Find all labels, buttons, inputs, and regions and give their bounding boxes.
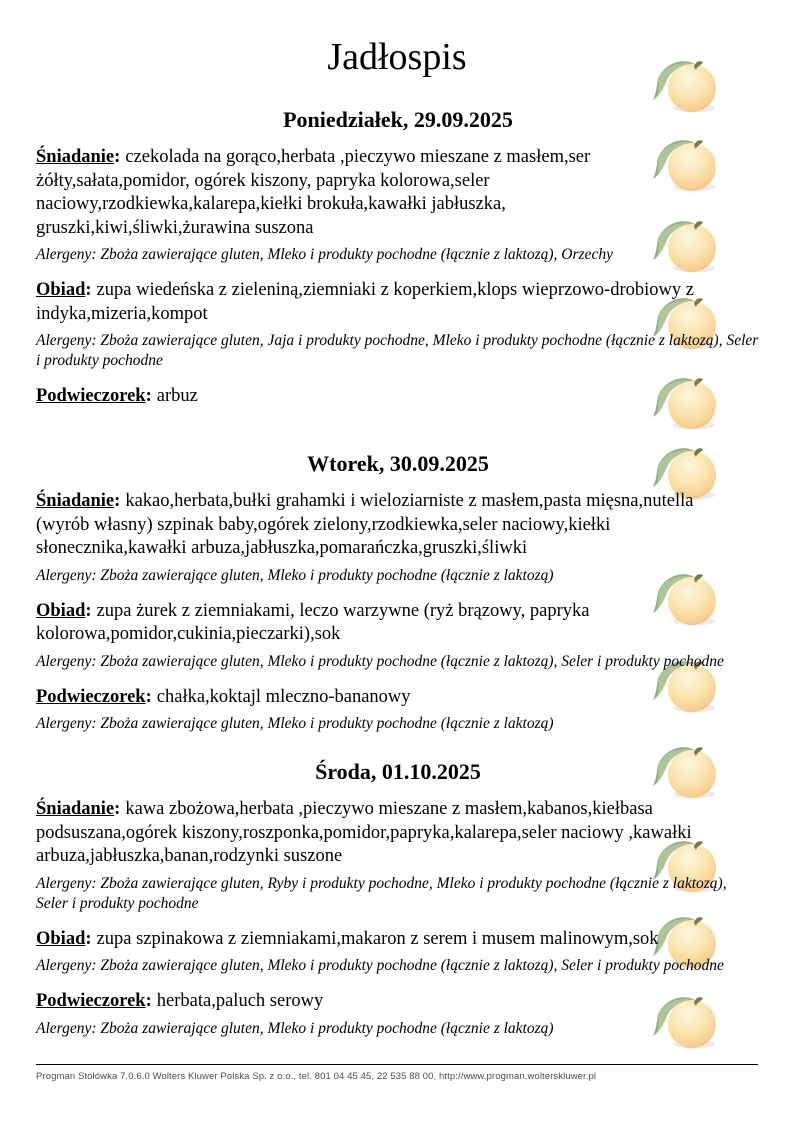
meal-lunch	[36, 600, 736, 647]
footer-divider	[36, 1064, 758, 1065]
meal-text: zupa wiedeńska z zieleniną,ziemniaki z koperkiem,klops wieprzowo-drobiowy z indyka,mizeria,kompot	[36, 280, 694, 324]
meal-label: Śniadanie	[36, 147, 115, 167]
meal-breakfast	[36, 490, 736, 561]
meal-text: kakao,herbata,bułki grahamki i wieloziarniste z masłem,pasta mięsna,nutella (wyrób własny) szpinak baby,ogórek zielony,rzodkiewka,seler naciowy,kiełki słonecznika,kawałki arbuza,jabłuszka,pomarańczka,gruszki,śliwki	[36, 491, 694, 558]
meal-text: zupa szpinakowa z ziemniakami,makaron z serem i musem malinowym,sok	[96, 928, 659, 949]
meal-text: chałka,koktajl mleczno-bananowy	[156, 686, 411, 707]
meal-snack	[36, 990, 736, 1014]
meal-colon: :	[145, 991, 152, 1011]
meal-colon: :	[85, 600, 92, 621]
day-header: Poniedziałek, 29.09.2025	[283, 107, 513, 132]
page-title: Jadłospis	[327, 36, 467, 78]
allergens-line: Alergeny: Zboża zawierające gluten, Mleko i produkty pochodne (łącznie z laktozą), Seler i produkty pochodne	[36, 652, 724, 670]
day-header: Środa, 01.10.2025	[315, 759, 481, 784]
meal-label: Obiad	[36, 928, 86, 949]
meal-text: arbuz	[156, 386, 198, 406]
meal-label: Obiad	[36, 280, 86, 300]
meal-text: herbata,paluch serowy	[156, 991, 324, 1011]
footer-text: Progman Stołówka 7.0.6.0 Wolters Kluwer Polska Sp. z o.o., tel. 801 04 45 45, 22 535 88 00, http://www.progman.wolterskluwer.pl	[36, 1071, 597, 1082]
meal-colon: :	[145, 686, 152, 707]
allergens-line: Alergeny: Zboża zawierające gluten, Mleko i produkty pochodne (łącznie z laktozą)	[36, 566, 554, 584]
allergens-line: Alergeny: Zboża zawierające gluten, Ryby i produkty pochodne, Mleko i produkty pochodne (łącznie z laktozą), Seler i produkty pochodne	[36, 874, 727, 912]
allergens-line: Alergeny: Zboża zawierające gluten, Mleko i produkty pochodne (łącznie z laktozą), Orzechy	[36, 246, 613, 263]
meal-breakfast	[36, 798, 736, 869]
meal-breakfast	[36, 146, 656, 240]
meal-colon: :	[145, 386, 152, 406]
meal-label: Podwieczorek	[36, 386, 146, 406]
meal-label: Śniadanie	[36, 491, 115, 511]
allergens-line: Alergeny: Zboża zawierające gluten, Jaja i produkty pochodne, Mleko i produkty pochodne (łącznie z laktozą), Seler i produkty pochodne	[36, 332, 759, 369]
meal-colon: :	[114, 799, 121, 819]
day-section-wednesday	[36, 758, 760, 1053]
allergens-line: Alergeny: Zboża zawierające gluten, Mleko i produkty pochodne (łącznie z laktozą), Seler i produkty pochodne	[36, 957, 724, 974]
meal-lunch	[36, 928, 736, 952]
allergens-line: Alergeny: Zboża zawierające gluten, Mleko i produkty pochodne (łącznie z laktozą)	[36, 715, 554, 732]
meal-label: Obiad	[36, 600, 86, 621]
meal-colon: :	[85, 928, 92, 949]
meal-lunch	[36, 279, 736, 326]
meal-text: kawa zbożowa,herbata ,pieczywo mieszane z masłem,kabanos,kiełbasa podsuszana,ogórek kiszony,roszponka,pomidor,papryka,kalarepa,seler naciowy ,kawałki arbuza,jabłuszka,banan,rodzynki suszone	[36, 799, 692, 866]
day-section-tuesday	[36, 450, 760, 748]
day-header: Wtorek, 30.09.2025	[307, 451, 489, 476]
meal-text: zupa żurek z ziemniakami, leczo warzywne (ryż brązowy, papryka kolorowa,pomidor,cukinia,pieczarki),sok	[36, 600, 590, 644]
meal-colon: :	[85, 280, 92, 300]
meal-snack	[36, 686, 736, 710]
day-section-monday	[36, 106, 760, 409]
meal-colon: :	[114, 147, 121, 167]
allergens-line: Alergeny: Zboża zawierające gluten, Mleko i produkty pochodne (łącznie z laktozą)	[36, 1019, 554, 1037]
meal-label: Podwieczorek	[36, 686, 146, 707]
meal-text: czekolada na gorąco,herbata ,pieczywo mieszane z masłem,ser żółty,sałata,pomidor, ogórek kiszony, papryka kolorowa,seler naciowy,rzodkiewka,kalarepa,kiełki brokuła,kawałki jabłuszka, gruszki,kiwi,śliwki,żurawina suszona	[36, 147, 591, 238]
meal-snack	[36, 385, 736, 409]
meal-colon: :	[114, 491, 121, 511]
meal-label: Śniadanie	[36, 799, 115, 819]
meal-label: Podwieczorek	[36, 991, 146, 1011]
